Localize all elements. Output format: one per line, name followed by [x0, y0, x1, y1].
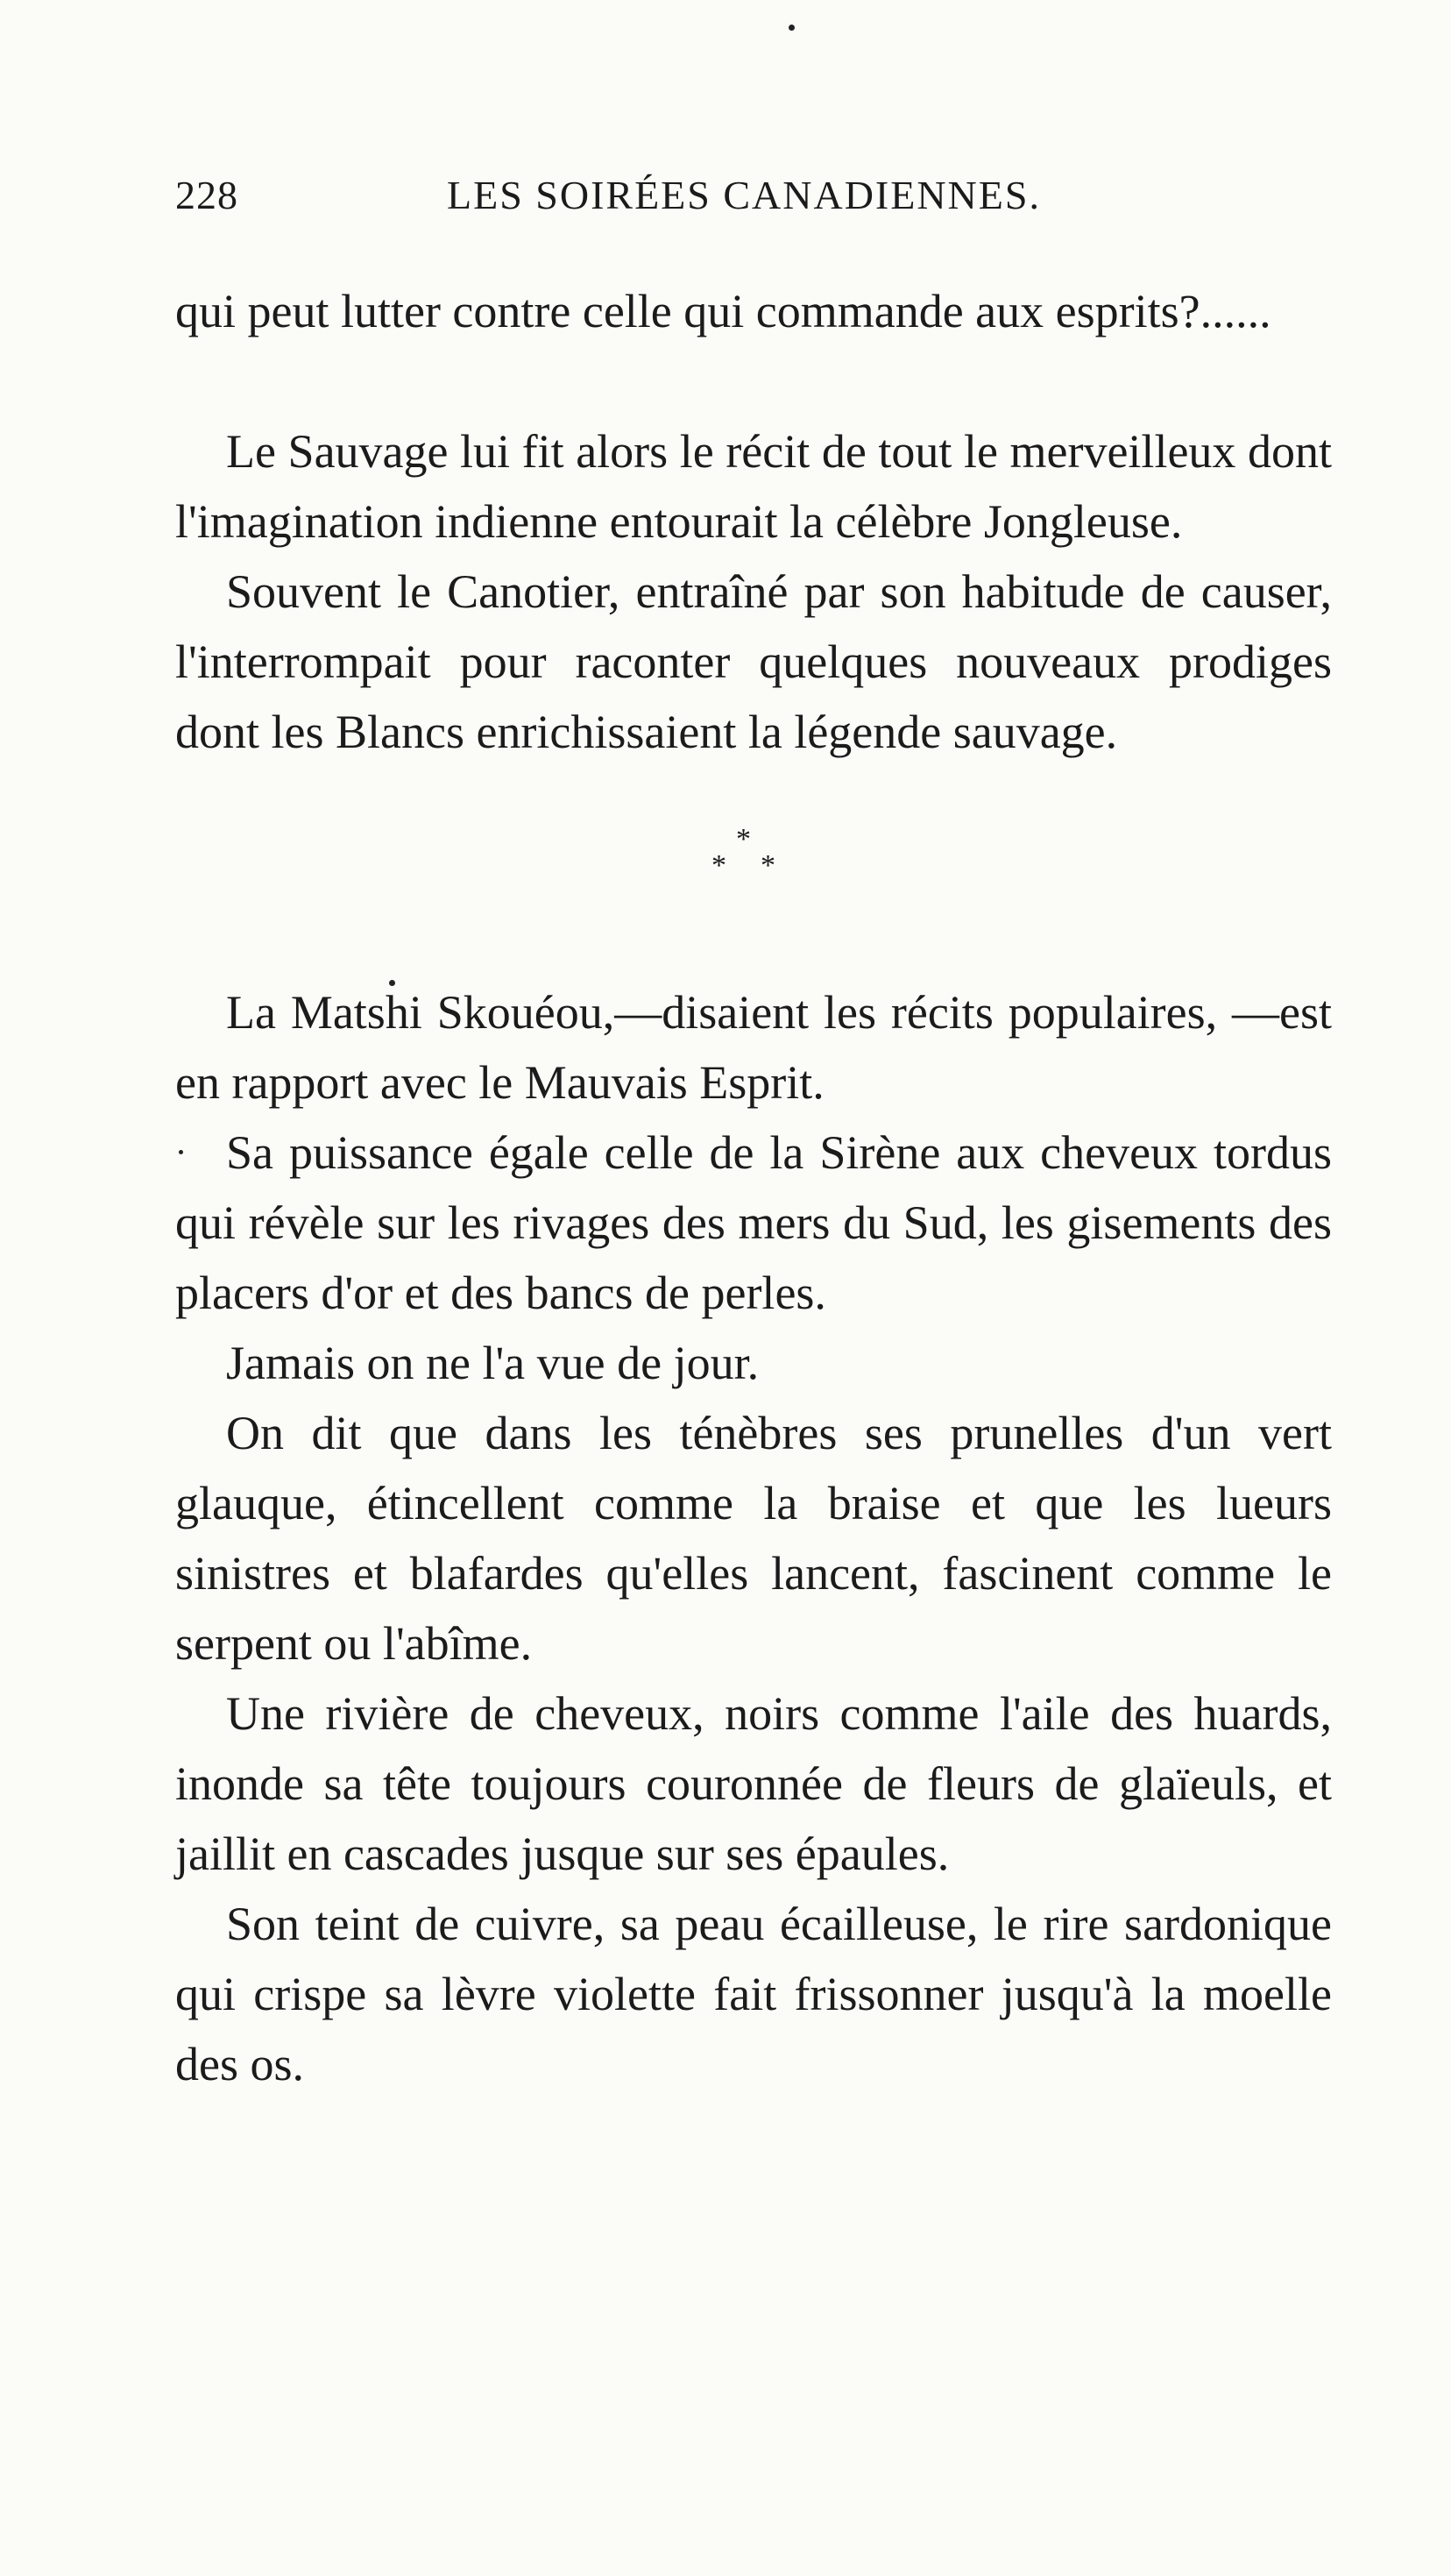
page-number: 228 — [175, 173, 238, 217]
paragraph: Son teint de cuivre, sa peau écailleuse, le rire sardonique qui crispe sa lèvre violette fait frissonner jusqu'à la moelle des os. — [175, 1898, 1332, 2090]
paragraph: La Matshi Skouéou,—disaient les récits populaires, —est en rapport avec le Mauvais Esprit. — [175, 986, 1332, 1109]
paragraph: Jamais on ne l'a vue de jour. — [226, 1337, 760, 1389]
paragraph: Sa puissance égale celle de la Sirène aux cheveux tordus qui révèle sur les rivages des mers du Sud, les gisements des placers d'or et des bancs de perles. — [175, 1126, 1332, 1319]
paragraph: Souvent le Canotier, entraîné par son habitude de causer, l'interrompait pour raconter quelques nouveaux prodiges dont les Blancs enrichissaient la légende sauvage. — [175, 565, 1332, 758]
paragraph-gap — [175, 346, 1332, 416]
running-title: LES SOIRÉES CANADIENNES. — [447, 173, 1041, 217]
paragraph: Une rivière de cheveux, noirs comme l'aile des huards, inonde sa tête toujours couronnée de fleurs de glaïeuls, et jaillit en cascades jusque sur ses épaules. — [175, 1687, 1332, 1880]
running-header — [175, 172, 1332, 233]
body-text — [175, 276, 1332, 2099]
asterism-star: * — [761, 849, 775, 882]
asterism-star: * — [736, 823, 751, 855]
paragraph: qui peut lutter contre celle qui commande aux esprits?...... — [175, 285, 1271, 337]
asterism-star: * — [711, 849, 726, 882]
ink-speck — [789, 25, 795, 31]
asterism-ornament — [175, 767, 1332, 977]
paragraph: Le Sauvage lui fit alors le récit de tout le merveilleux dont l'imagination indienne entourait la célèbre Jongleuse. — [175, 425, 1332, 548]
paragraph: On dit que dans les ténèbres ses prunelles d'un vert glauque, étincellent comme la braise et que les lueurs sinistres et blafardes qu'elles lancent, fascinent comme le serpent ou l'abîme. — [175, 1407, 1332, 1670]
